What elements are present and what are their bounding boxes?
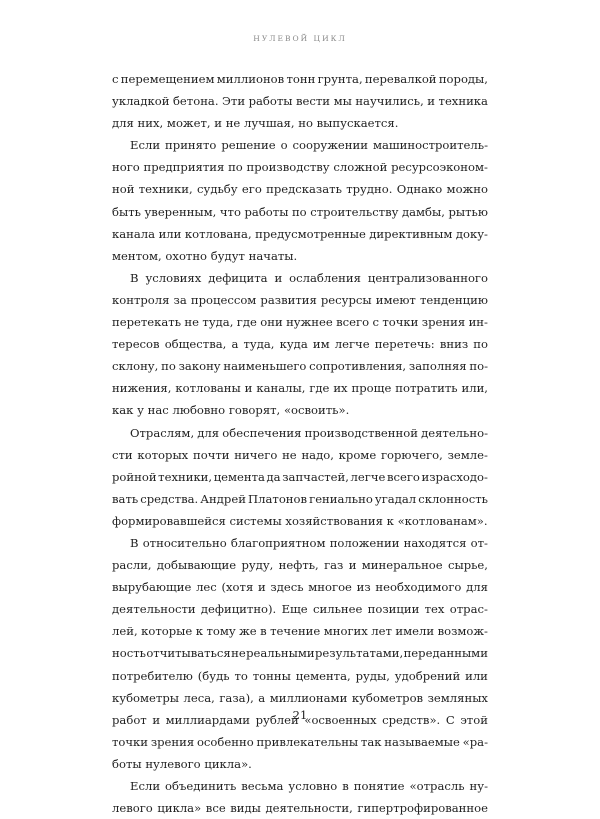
text-line: В условиях дефицита и ослабления централизованного <box>130 270 488 285</box>
text-line: точки зрения особенно привлекательны так называемые «ра- <box>112 734 488 749</box>
text-line: ройной техники, цемента да запчастей, легче всего израсходо- <box>112 469 488 484</box>
text-line: ной техники, судьбу его предсказать трудно. Однако можно <box>112 182 488 197</box>
text-line: сти которых почти ничего не надо, кроме горючего, земле- <box>112 447 488 462</box>
paragraph <box>112 68 488 134</box>
text-line: работ и миллиардами рублей «освоенных средств». С этой <box>112 712 488 727</box>
text-line: В относительно благоприятном положении находятся от- <box>130 535 488 550</box>
paragraph <box>112 532 488 775</box>
text-line: нижения, котлованы и каналы, где их проще потратить или, <box>112 381 488 396</box>
text-line: быть уверенным, что работы по строительству дамбы, рытью <box>112 204 488 219</box>
text-line: кубометры леса, газа), а миллионами кубометров земляных <box>112 690 488 705</box>
text-line: лей, которые к тому же в течение многих лет имели возмож- <box>112 624 488 639</box>
body-text <box>112 68 488 819</box>
text-line: Если объединить весьма условно в понятие «отрасль ну- <box>130 779 488 793</box>
text-line: тересов общества, а туда, куда им легче перетечь: вниз по <box>112 337 488 352</box>
text-line: склону, по закону наименьшего сопротивления, заполняя по- <box>112 359 488 374</box>
text-line: с перемещением миллионов тонн грунта, перевалкой породы, <box>112 72 488 86</box>
text-line: канала или котлована, предусмотренные директивным доку- <box>112 226 488 241</box>
text-line: ность отчитываться не реальными результатами, переданными <box>112 646 488 661</box>
text-line: боты нулевого цикла». <box>112 756 252 771</box>
paragraph <box>112 267 488 422</box>
text-line: для них, может, и не лучшая, но выпускается. <box>112 116 399 131</box>
text-line: расли, добывающие руду, нефть, газ и минеральное сырье, <box>112 558 488 573</box>
text-line: контроля за процессом развития ресурсы имеют тенденцию <box>112 292 488 307</box>
text-line: перетекать не туда, где они нужнее всего с точки зрения ин- <box>112 315 488 330</box>
text-line: левого цикла» все виды деятельности, гипертрофированное <box>112 801 488 816</box>
text-line: как у нас любовно говорят, «освоить». <box>112 403 350 418</box>
paragraph <box>112 134 488 267</box>
paragraph <box>112 775 488 819</box>
text-line: укладкой бетона. Эти работы вести мы научились, и техника <box>112 94 488 109</box>
running-header: НУЛЕВОЙ ЦИКЛ <box>253 34 347 43</box>
text-line: Отраслям, для обеспечения производственной деятельно- <box>130 425 488 440</box>
text-line: ментом, охотно будут начаты. <box>112 248 298 263</box>
text-line: вырубающие лес (хотя и здесь многое из необходимого для <box>112 580 488 595</box>
text-line: Если принято решение о сооружении машиностроитель- <box>130 138 488 153</box>
text-line: ного предприятия по производству сложной ресурсоэконом- <box>112 160 488 175</box>
text-line: формировавшейся системы хозяйствования к «котлованам». <box>112 513 488 528</box>
text-line: деятельности дефицитно). Еще сильнее позиции тех отрас- <box>112 602 488 617</box>
page-number: 21 <box>292 708 308 722</box>
text-line: потребителю (будь то тонны цемента, руды, удобрений или <box>112 668 488 683</box>
paragraph <box>112 422 488 532</box>
text-line: вать средства. Андрей Платонов гениально угадал склонность <box>112 491 488 506</box>
